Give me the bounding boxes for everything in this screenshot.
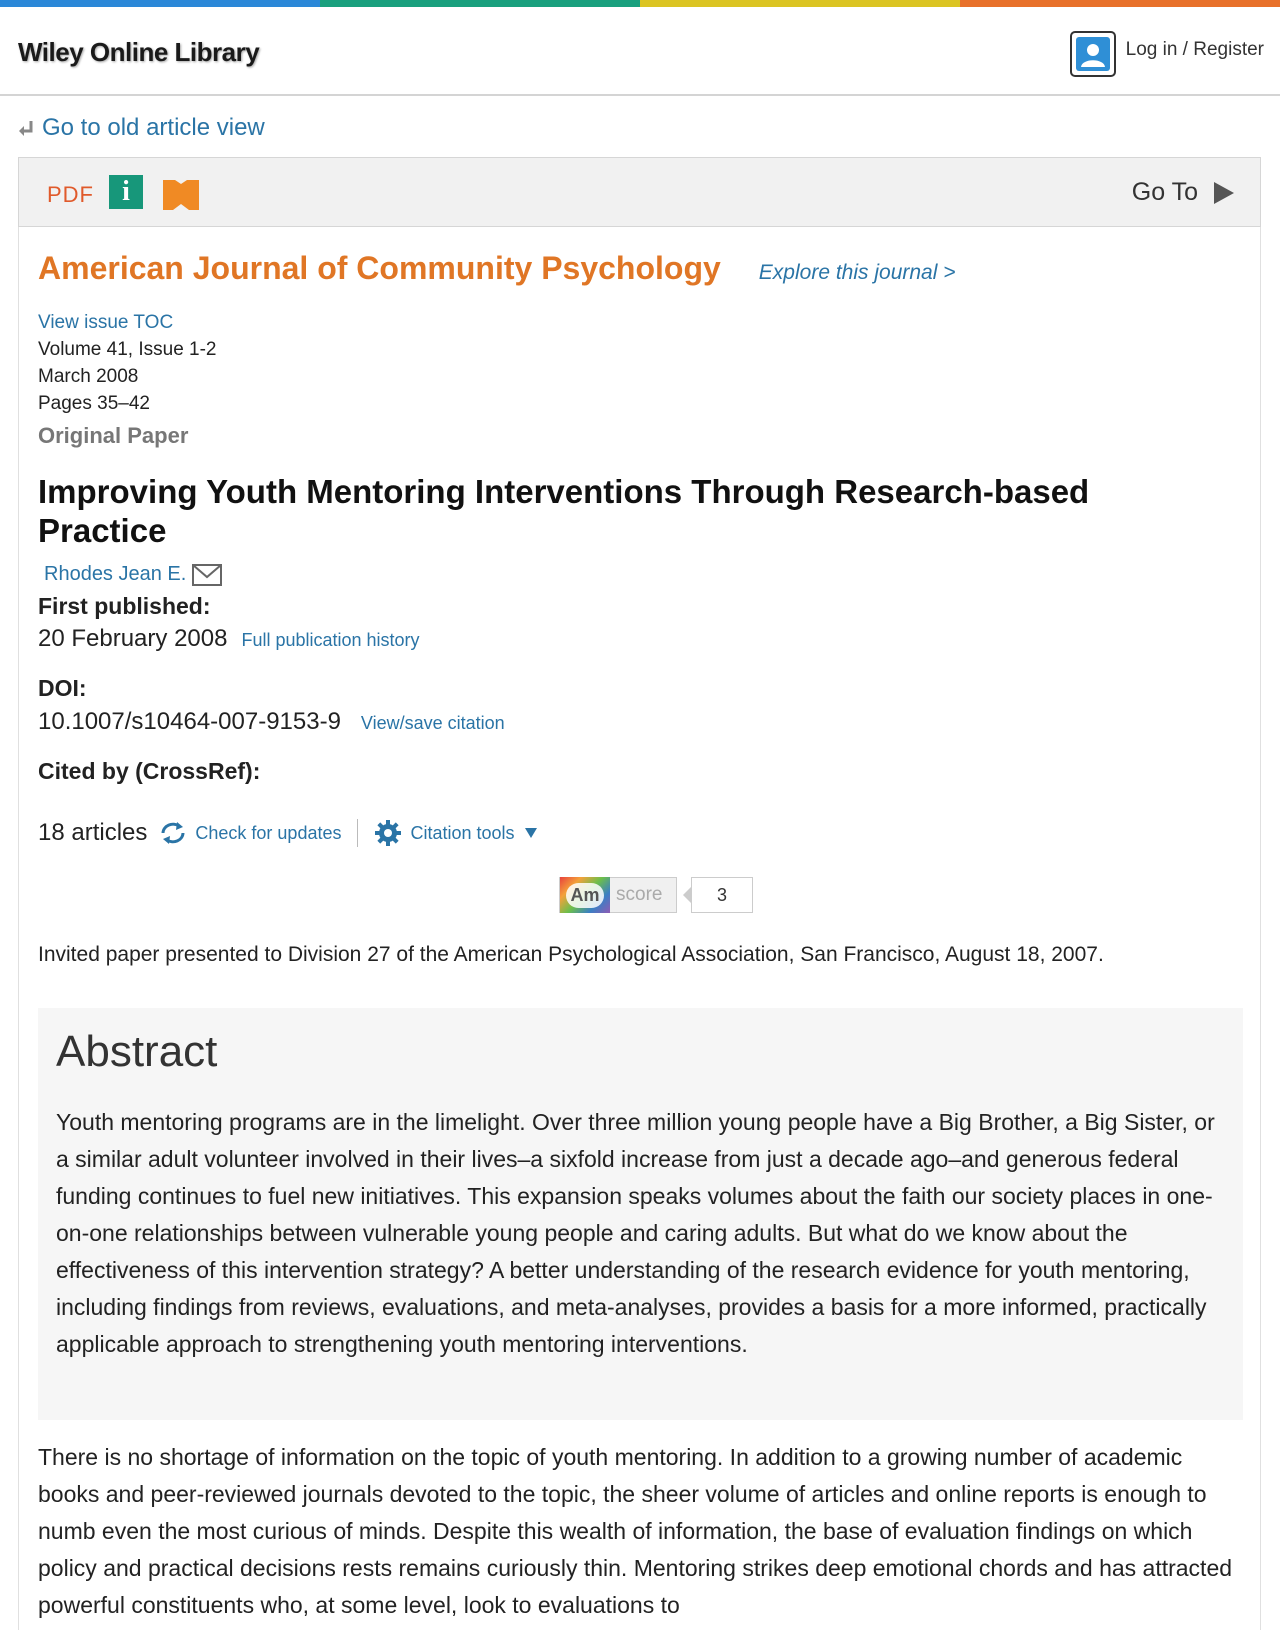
- publication-history-link[interactable]: Full publication history: [241, 630, 420, 650]
- top-color-stripe: [0, 0, 1280, 7]
- view-issue-toc-link[interactable]: View issue TOC: [38, 312, 174, 333]
- goto-label: Go To: [1131, 178, 1198, 206]
- article-toolbar: [18, 157, 1261, 227]
- abstract-heading: Abstract: [56, 1027, 218, 1076]
- goto-button[interactable]: [1132, 178, 1234, 207]
- article-title: Improving Youth Mentoring Interventions Through Research-based Practice: [38, 473, 1090, 549]
- abstract-text: Youth mentoring programs are in the limelight. Over three million young people have a Big Brother, a Big Sister, or a similar adult volunteer involved in their lives–a sixfold increase from just a decade ago–and generous federal funding continues to fuel new initiatives. This expansion speaks volumes about the faith our society places in one-on-one relationships between vulnerable young people and caring adults. But what do we know about the effectiveness of this intervention strategy? A better understanding of the research evidence for youth mentoring, including findings from reviews, evaluations, and meta-analyses, provides a basis for a more informed, practically applicable approach to strengthening youth mentoring interventions.: [56, 1109, 1215, 1357]
- volume-issue: Volume 41, Issue 1-2: [38, 339, 217, 360]
- cited-count[interactable]: 18 articles: [38, 819, 148, 846]
- stripe-segment-green: [320, 0, 640, 7]
- altmetric-pointer: [683, 887, 691, 903]
- pdf-button[interactable]: PDF: [47, 182, 94, 207]
- author-row: [44, 563, 222, 586]
- first-published-date: 20 February 2008: [38, 625, 228, 652]
- altmetric-am: Am: [560, 877, 610, 913]
- divider: [357, 819, 358, 847]
- issue-meta: [38, 309, 217, 417]
- doi-label: DOI:: [38, 675, 87, 701]
- abstract-section: [38, 1008, 1243, 1420]
- gear-icon[interactable]: [374, 819, 402, 847]
- stripe-segment-yellow: [640, 0, 960, 7]
- caret-down-icon[interactable]: [525, 828, 537, 838]
- doi-value: 10.1007/s10464-007-9153-9: [38, 708, 341, 735]
- stripe-segment-orange: [960, 0, 1280, 7]
- altmetric-score-value: 3: [691, 877, 753, 913]
- issue-date: March 2008: [38, 366, 139, 387]
- body-paragraph: There is no shortage of information on the topic of youth mentoring. In addition to a growing number of academic books and peer-reviewed journals devoted to the topic, the sheer volume of articles and online reports is enough to numb even the most curious of minds. Despite this wealth of information, the base of evaluation findings on which policy and practical decisions rests remains curiously thin. Mentoring strikes deep emotional chords and has attracted powerful constituents who, at some level, look to evaluations to: [38, 1444, 1233, 1618]
- journal-title[interactable]: American Journal of Community Psychology: [38, 250, 721, 286]
- altmetric-logo: [559, 877, 677, 913]
- site-logo[interactable]: Wiley Online Library: [18, 37, 260, 67]
- first-published-label: First published:: [38, 593, 211, 619]
- doi-row: [38, 708, 505, 736]
- explore-journal-link[interactable]: Explore this journal >: [758, 261, 956, 284]
- site-header: [0, 7, 1280, 96]
- return-arrow-icon: [18, 119, 36, 137]
- triangle-right-icon: [1214, 182, 1234, 204]
- article-card: [18, 227, 1261, 1630]
- author-link[interactable]: Rhodes Jean E.: [44, 563, 187, 585]
- cited-by-label: Cited by (CrossRef):: [38, 758, 261, 784]
- info-icon[interactable]: i: [109, 175, 143, 209]
- login-area: [1070, 31, 1264, 77]
- book-icon[interactable]: [163, 176, 199, 215]
- login-register-link[interactable]: Log in / Register: [1125, 39, 1264, 60]
- first-published-row: [38, 625, 420, 653]
- check-for-updates-link[interactable]: Check for updates: [195, 822, 342, 843]
- presentation-note: Invited paper presented to Division 27 of the American Psychological Association, San Francisco, August 18, 2007.: [38, 943, 1104, 966]
- old-view-row: [18, 114, 265, 142]
- altmetric-score-label: score: [616, 884, 663, 905]
- altmetric-badge[interactable]: [559, 877, 753, 913]
- article-type: Original Paper: [38, 423, 189, 448]
- envelope-icon[interactable]: [192, 564, 222, 586]
- view-save-citation-link[interactable]: View/save citation: [360, 713, 505, 733]
- stripe-segment-blue: [0, 0, 320, 7]
- page-range: Pages 35–42: [38, 393, 150, 414]
- cited-by-row: [38, 819, 537, 847]
- refresh-icon[interactable]: [159, 821, 187, 845]
- journal-row: [38, 250, 956, 287]
- user-icon[interactable]: [1070, 31, 1116, 77]
- old-article-view-link[interactable]: Go to old article view: [42, 114, 265, 141]
- citation-tools-link[interactable]: Citation tools: [410, 822, 515, 843]
